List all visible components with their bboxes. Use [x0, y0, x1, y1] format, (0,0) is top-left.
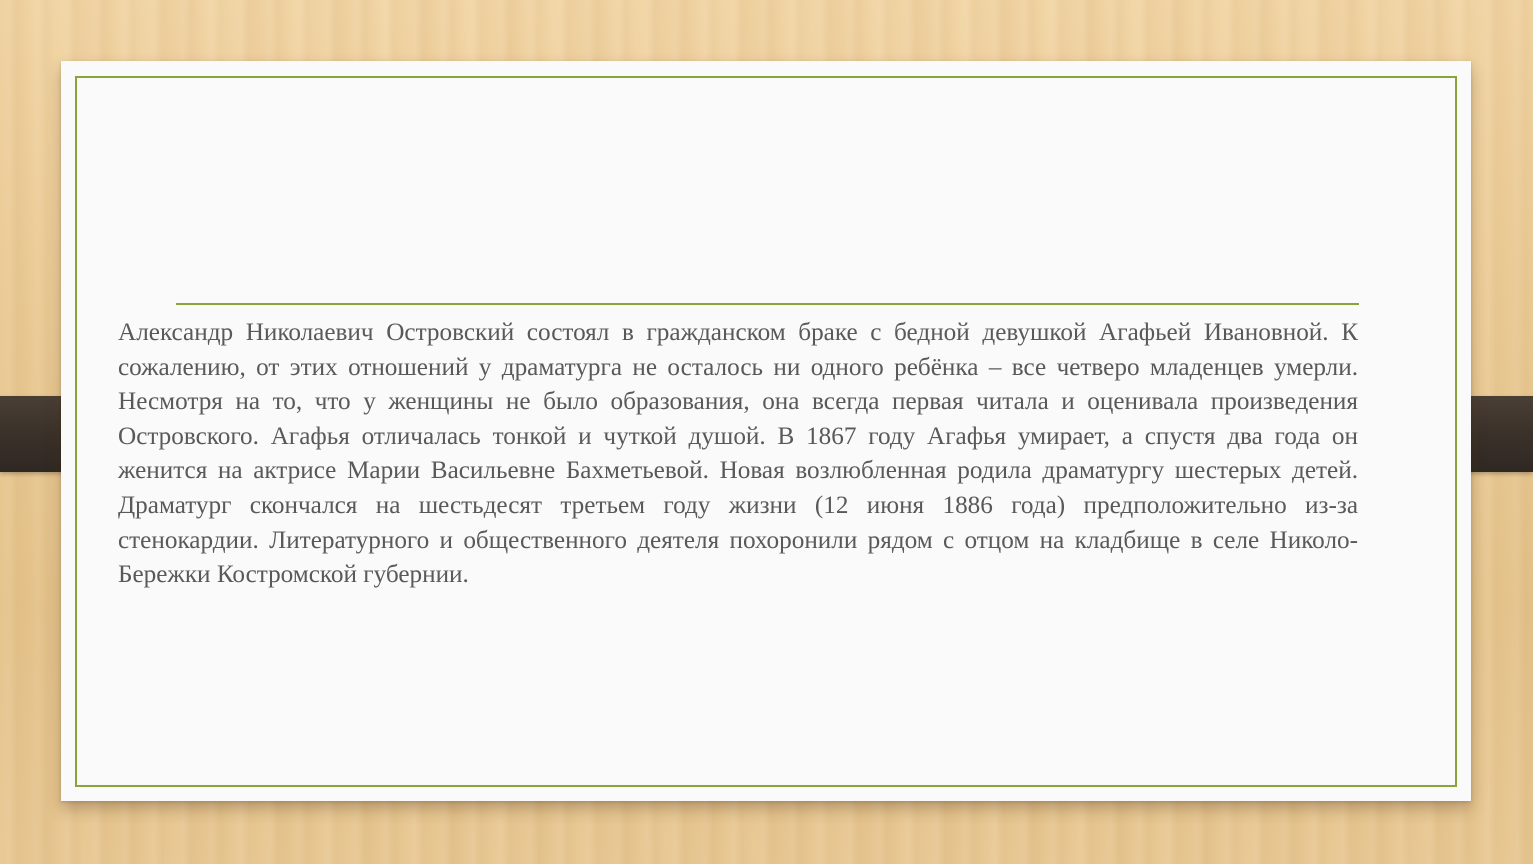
- title-divider: [176, 303, 1359, 305]
- slide-card: [61, 61, 1471, 801]
- slide-body-text: Александр Николаевич Островский состоял в гражданском браке с бедной девушкой Агафьей Ивановной. К сожалению, от этих отношений у драматурга не осталось ни одного ребёнка – все четверо младенцев умерли. Несмотря на то, что у женщины не было образования, она всегда первая читала и оценивала произведения Островского. Агафья отличалась тонкой и чуткой душой. В 1867 году Агафья умирает, а спустя два года он женится на актрисе Марии Васильевне Бахметьевой. Новая возлюбленная родила драматургу шестерых детей. Драматург скончался на шестьдесят третьем году жизни (12 июня 1886 года) предположительно из-за стенокардии. Литературного и общественного деятеля похоронили рядом с отцом на кладбище в селе Николо-Бережки Костромской губернии.: [118, 319, 1358, 589]
